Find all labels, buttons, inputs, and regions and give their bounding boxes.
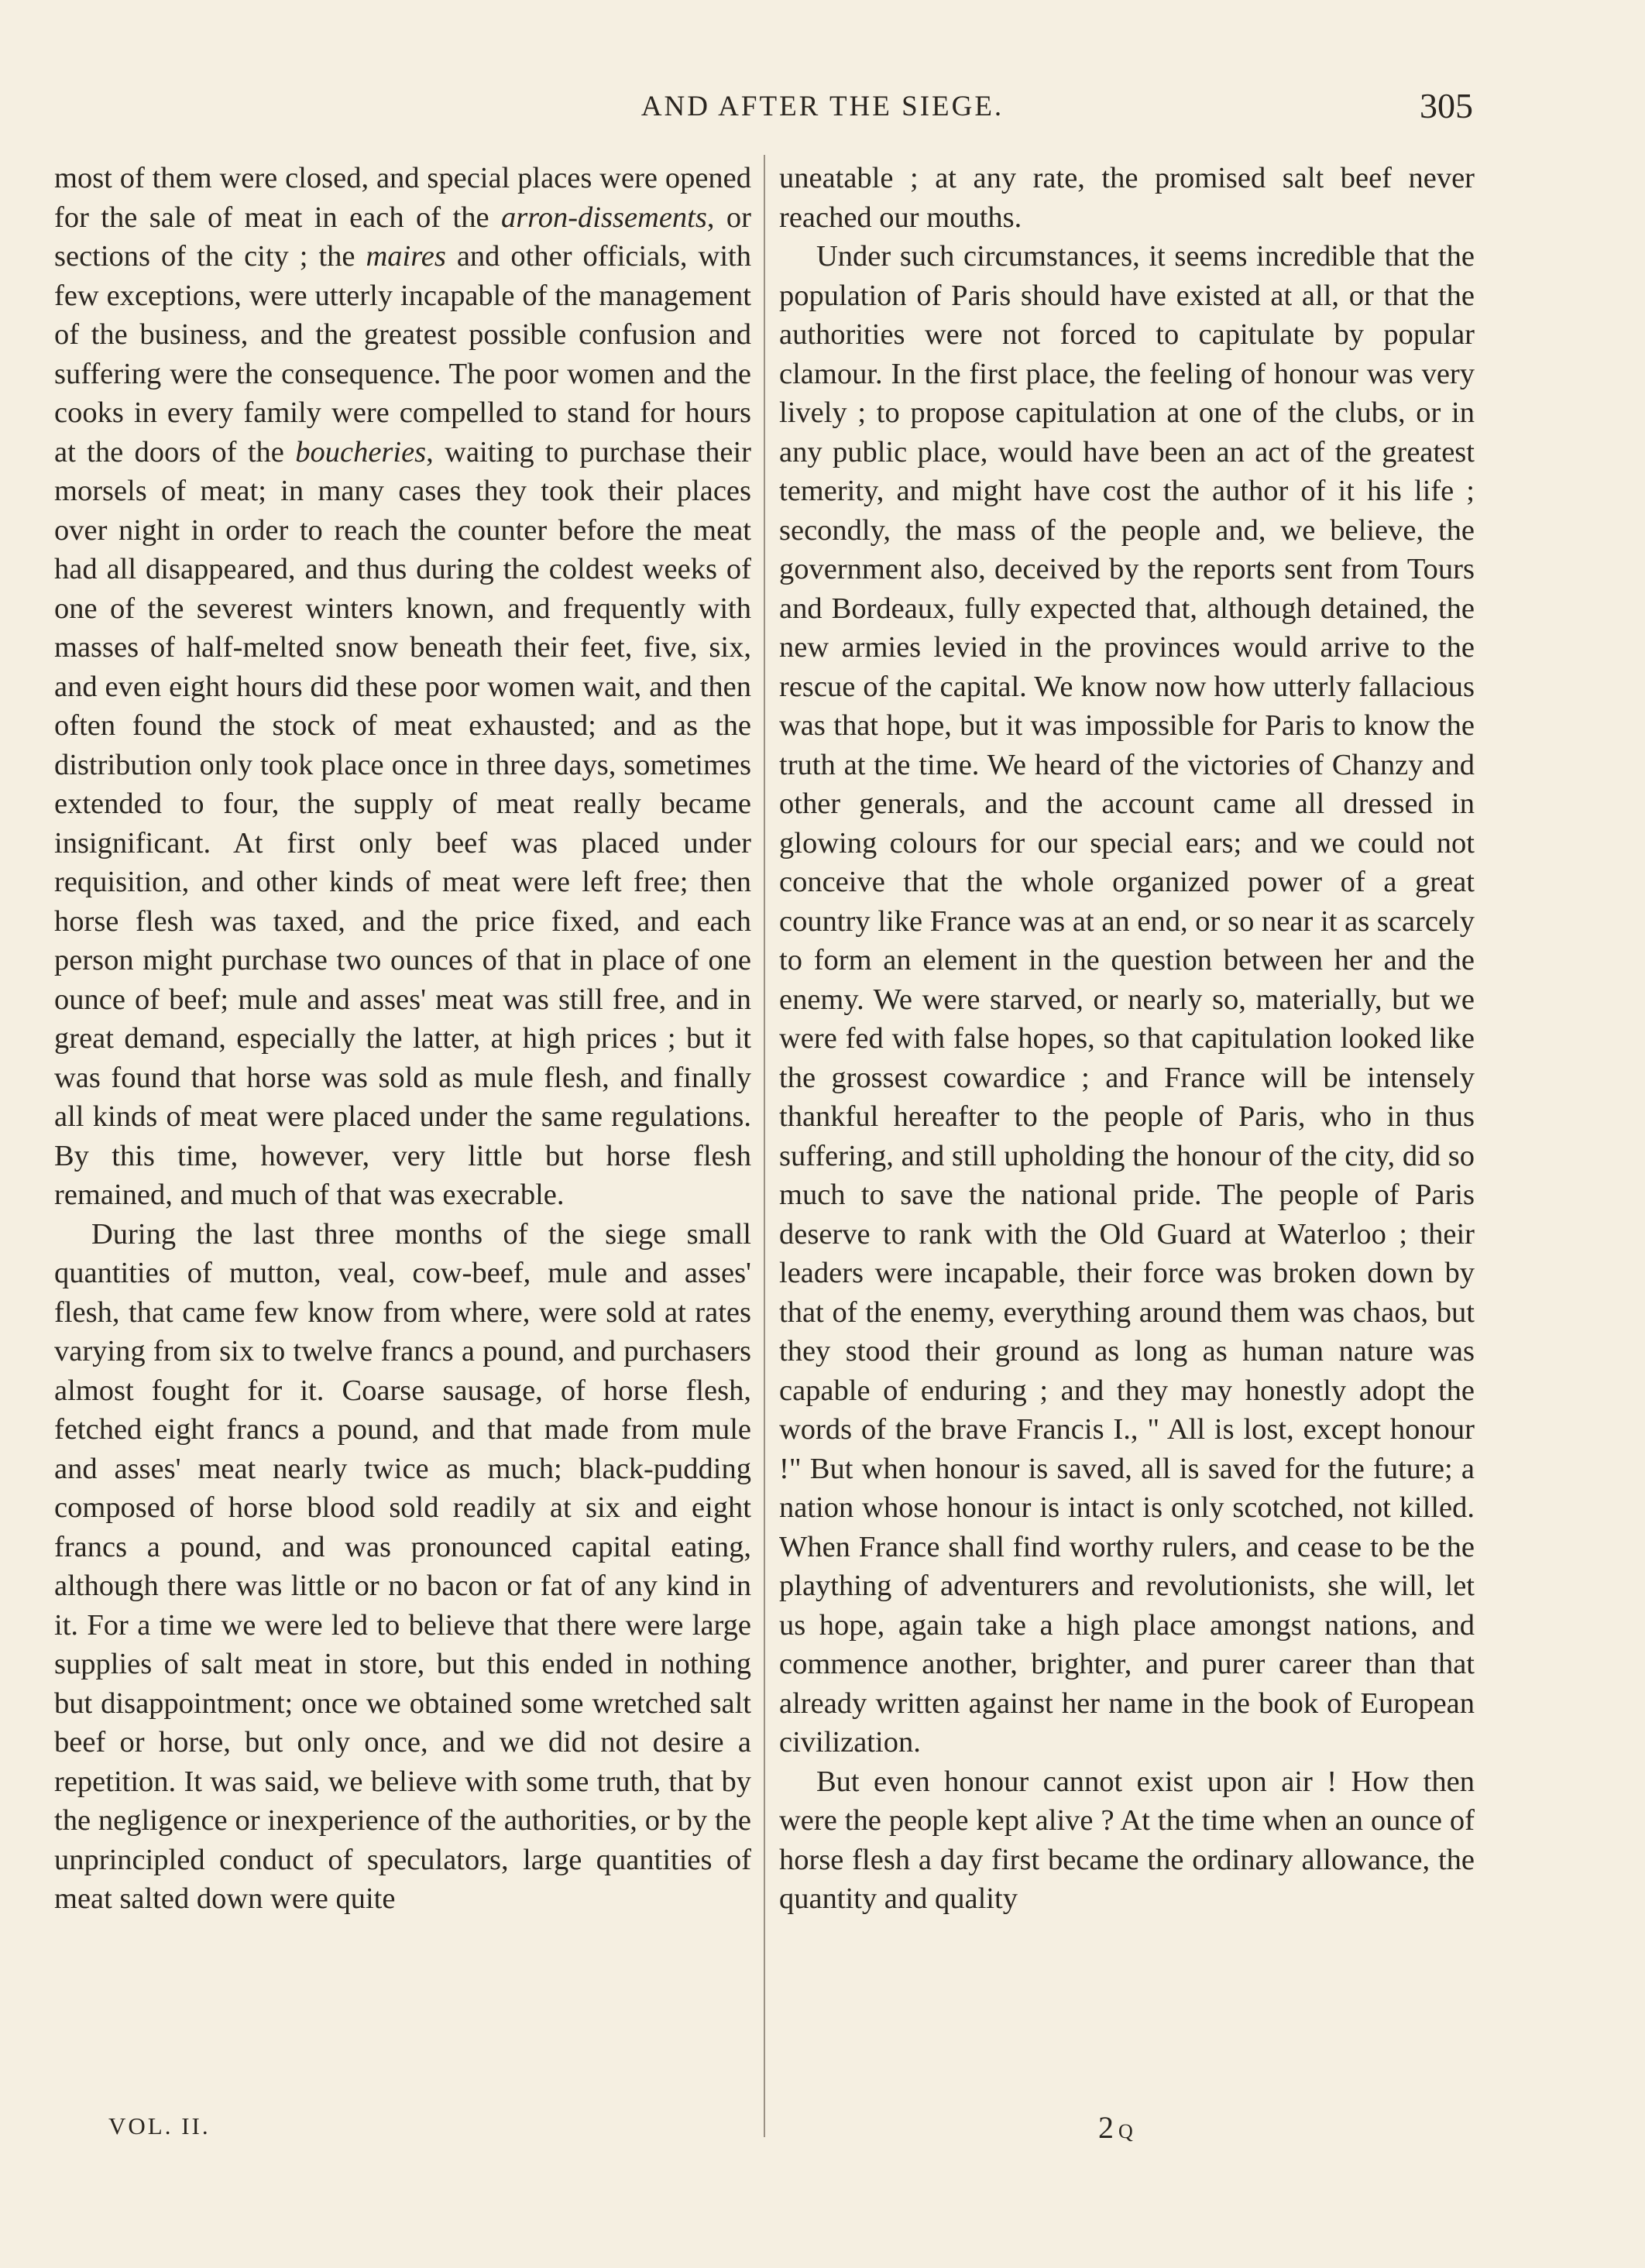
- paragraph: But even honour cannot exist upon air ! How then were the people kept alive ? At the time when an ounce of horse flesh a day first became the ordinary allowance, the quantity and quality: [779, 1765, 1475, 1915]
- right-column: [779, 159, 1475, 1919]
- italic-term: maires: [366, 240, 446, 273]
- running-head: [0, 86, 1645, 136]
- signature-mark: [1098, 2109, 1133, 2146]
- italic-term: boucheries: [295, 435, 427, 468]
- paragraph: [54, 159, 751, 1215]
- paragraph: Under such circumstances, it seems incredible that the population of Paris should have existed at all, or that the authorities were not forced to capitulate by popular clamour. In the first place, the feeling of honour was very lively ; to propose capitulation at one of the clubs, or in any public place, would have been an act of the greatest temerity, and might have cost the author of it his life ; secondly, the mass of the people and, we believe, the government also, deceived by the reports sent from Tours and Bordeaux, fully expected that, although detained, the new armies levied in the provinces would arrive to the rescue of the capital. We know now how utterly fallacious was that hope, but it was impossible for Paris to know the truth at the time. We heard of the victories of Chanzy and other generals, and the account came all dressed in glowing colours for our special ears; and we could not conceive that the whole organized power of a great country like France was at an end, or so near it as scarcely to form an element in the question between her and the enemy. We were starved, or nearly so, materially, but we were fed with false hopes, so that capitulation looked like the grossest cowardice ; and France will be intensely thankful hereafter to the people of Paris, who in thus suffering, and still upholding the honour of the city, did so much to save the national pride. The people of Paris deserve to rank with the Old Guard at Waterloo ; their leaders were incapable, their force was broken down by that of the enemy, everything around them was chaos, but they stood their ground as long as human nature was capable of enduring ; and they may honestly adopt the words of the brave Francis I., " All is lost, except honour !" But when honour is saved, all is saved for the future; a nation whose honour is intact is only scotched, not killed. When France shall find worthy rulers, and cease to be the plaything of adventurers and revolutionists, she will, let us hope, again take a high place amongst nations, and commence another, brighter, and purer career than that already written against her name in the book of European civilization.: [779, 240, 1475, 1758]
- text-run: and other officials, with few exceptions, were utterly incapable of the management of the business, and the greatest possible confusion and suffering were the consequence. The poor women and the cooks in every family were compelled to stand for hours at the doors of the: [54, 240, 751, 468]
- running-title: AND AFTER THE SIEGE.: [640, 91, 1005, 122]
- signature-number: 2: [1098, 2110, 1114, 2145]
- text-run: , or sections of the city ; the: [54, 201, 751, 273]
- column-divider: [764, 155, 765, 2137]
- left-column: [54, 159, 751, 1919]
- italic-term: arron-dissements: [500, 201, 707, 234]
- page-number: 305: [1420, 86, 1473, 125]
- signature-letter: Q: [1118, 2120, 1133, 2143]
- volume-label: VOL. II.: [108, 2112, 211, 2139]
- text-run: most of them were closed, and special places were opened for the sale of meat in each of the: [54, 162, 751, 234]
- paragraph: During the last three months of the siege small quantities of mutton, veal, cow-beef, mule and asses' flesh, that came few know from where, were sold at rates varying from six to twelve francs a pound, and purchasers almost fought for it. Coarse sausage, of horse flesh, fetched eight francs a pound, and that made from mule and asses' meat nearly twice as much; black-pudding composed of horse blood sold readily at six and eight francs a pound, and was pronounced capital eating, although there was little or no bacon or fat of any kind in it. For a time we were led to believe that there were large supplies of salt meat in store, but this ended in nothing but disappointment; once we obtained some wretched salt beef or horse, but only once, and we did not desire a repetition. It was said, we believe with some truth, that by the negligence or inexperience of the authorities, or by the unprincipled conduct of speculators, large quantities of meat salted down were quite: [54, 1217, 751, 1915]
- paragraph: uneatable ; at any rate, the promised salt beef never reached our mouths.: [779, 162, 1475, 234]
- page-footer: [0, 2112, 1645, 2159]
- text-run: , waiting to purchase their morsels of meat; in many cases they took their places over night in order to reach the counter before the meat had all disappeared, and thus during the coldest weeks of one of the severest winters known, and frequently with masses of half-melted snow beneath their feet, five, six, and even eight hours did these poor women wait, and then often found the stock of meat exhausted; and as the distribution only took place once in three days, sometimes extended to four, the supply of meat really became insignificant. At first only beef was placed under requisition, and other kinds of meat were left free; then horse flesh was taxed, and the price fixed, and each person might purchase two ounces of that in place of one ounce of beef; mule and asses' meat was still free, and in great demand, especially the latter, at high prices ; but it was found that horse was sold as mule flesh, and finally all kinds of meat were placed under the same regulations. By this time, however, very little but horse flesh remained, and much of that was execrable.: [54, 435, 751, 1211]
